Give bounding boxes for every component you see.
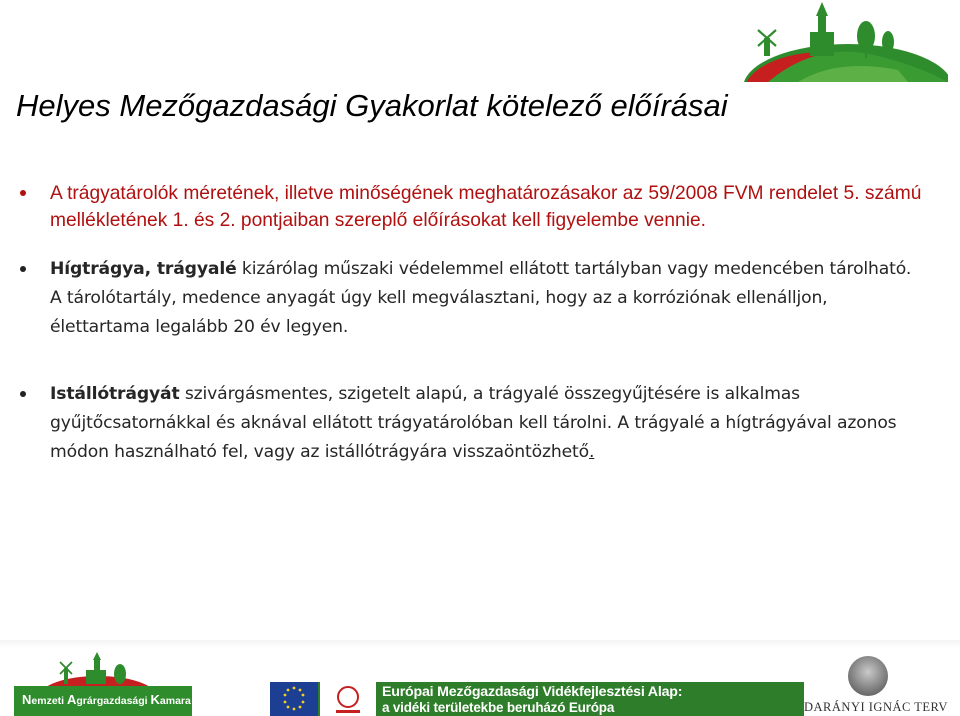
eu-funding-banner xyxy=(270,682,804,716)
bullet-list xyxy=(20,180,925,467)
portrait-icon xyxy=(848,656,888,696)
eu-fund-name: Európai Mezőgazdasági Vidékfejlesztési Alap: xyxy=(382,684,683,700)
nak-logo xyxy=(14,652,192,716)
daranyi-brand-text: DARÁNYI IGNÁC TERV xyxy=(804,700,948,714)
daranyi-plan-logo xyxy=(804,652,960,716)
village-hills-logo xyxy=(738,0,948,82)
bullet-text: A trágyatárolók méretének, illetve minőségének meghatározásakor az 59/2008 FVM rendelet 5. számú mellékletének 1. és 2. pontjaiban szereplő előírásokat kell figyelembe vennie. xyxy=(50,183,922,231)
slide-title: Helyes Mezőgazdasági Gyakorlat kötelező előírásai xyxy=(16,88,728,123)
bullet-text: kizárólag műszaki védelemmel ellátott tartályban vagy medencében tárolható. A tárolótartály, medence anyagát úgy kell megválasztani, hogy az a korróziónak ellenálljon, élettartama legalább 20 év legyen. xyxy=(50,259,912,337)
bullet-dot xyxy=(20,266,26,272)
leader-logo-icon xyxy=(320,682,376,716)
bullet-trailing-period: . xyxy=(588,442,595,462)
eu-flag-icon xyxy=(270,682,318,716)
bullet-text: szivárgásmentes, szigetelt alapú, a trágyalé összegyűjtésére is alkalmas gyűjtőcsatornákkal és aknával ellátott trágyatárolóban kell tárolni. A trágyalé a hígtrágyával azonos módon használható fel, vagy az istállótrágyára visszaöntözhető xyxy=(50,384,897,462)
nak-logo-text: Nemzeti Agrárgazdasági Kamara xyxy=(22,692,191,707)
bullet-bold-term: Hígtrágya, trágyalé xyxy=(50,259,237,279)
bullet-item-liquid-manure xyxy=(20,255,925,342)
eu-fund-slogan: a vidéki területekbe beruházó Európa xyxy=(382,700,615,715)
footer-separator xyxy=(0,640,960,648)
bullet-dot xyxy=(20,190,26,196)
bullet-bold-term: Istállótrágyát xyxy=(50,384,180,404)
bullet-item-storage-size xyxy=(20,180,925,234)
bullet-dot xyxy=(20,391,26,397)
bullet-item-stable-manure xyxy=(20,380,925,467)
windmill-church-icon xyxy=(38,652,158,688)
